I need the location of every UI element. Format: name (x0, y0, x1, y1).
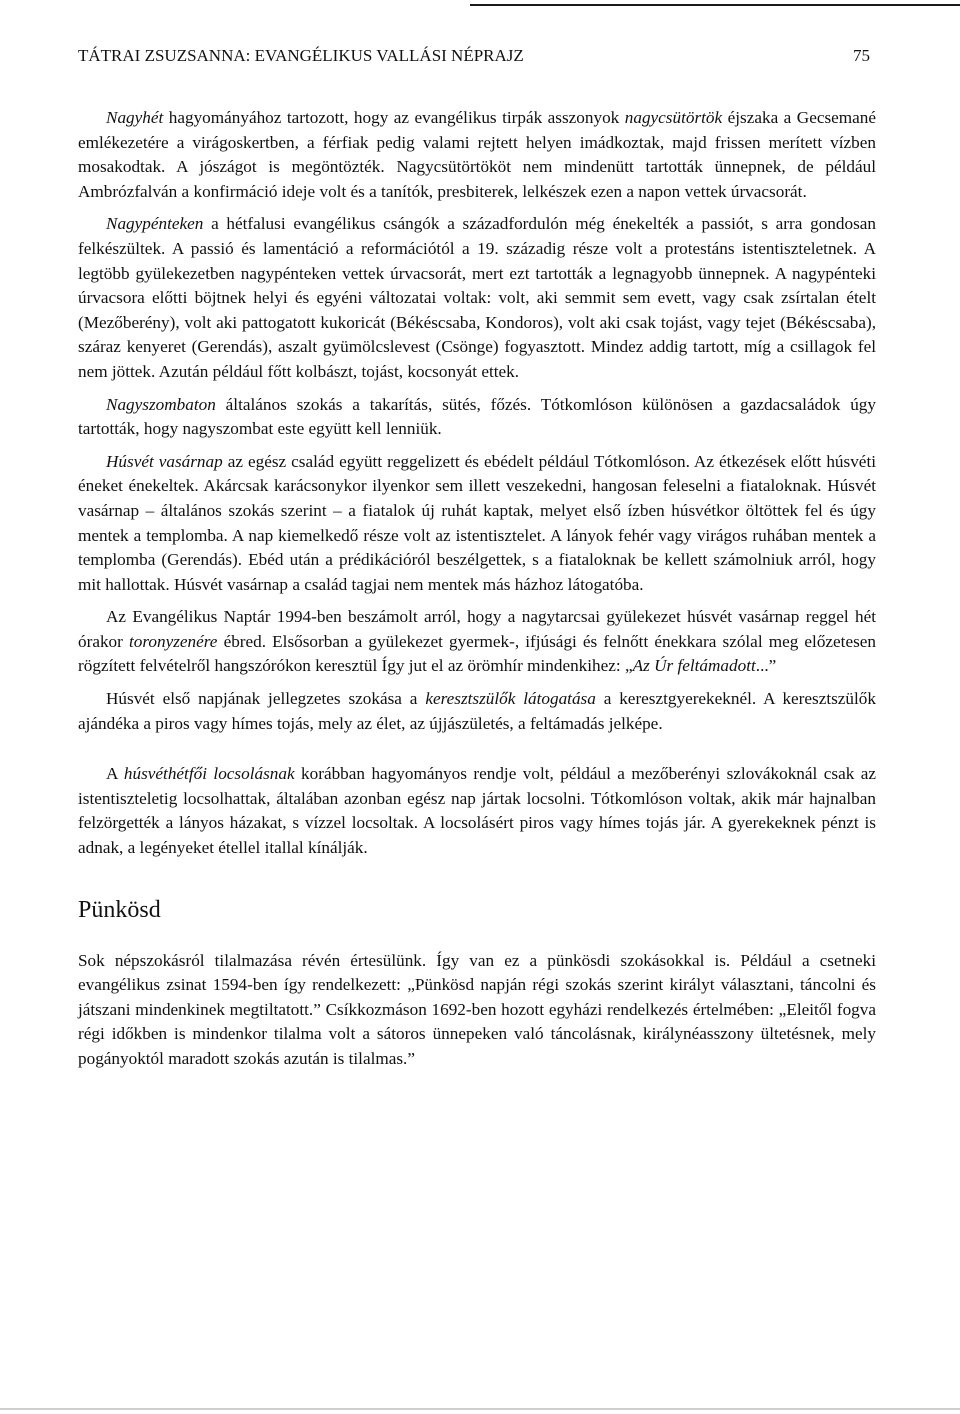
paragraph-text: hagyományához tartozott, hogy az evangélikus tirpák asszonyok (163, 108, 625, 127)
emphasis: húsvéthétfői locsolásnak (123, 764, 295, 784)
paragraph-text: ébred. Elsősorban a gyülekezet gyermek-, ifjúsági és felnőtt énekkara szólal meg előzetesen rögzített felvételről hangszórókon keresztül Így jut el az örömhír mindenkihez: „ (78, 631, 876, 676)
emphasis: Az Úr feltámadott (632, 656, 756, 676)
emphasis: Húsvét vasárnap (106, 451, 223, 471)
paragraph-text: Sok népszokásról tilalmazása révén értesülünk. Így van ez a pünkösdi szokásokkal is. Például a csetneki evangélikus zsinat 1594-ben így rendelkezett: „Pünkösd napján régi szokás szerint királyt választani, táncolni és játszani mindenkinek megtiltatott.” Csíkkozmáson 1692-ben hozott egyházi rendelkezés értelmében: „Eleitől fogva régi időkben is mindenkor tilalma volt a sátoros ünnepeken való táncolásnak, királynéasszony ültetésnek, mely pogányoktól maradott szokás azután is tilalmas.” (78, 950, 876, 1068)
page-number: 75 (853, 46, 870, 65)
emphasis: toronyzenére (128, 631, 218, 651)
paragraph-keresztszulok (78, 687, 876, 736)
emphasis: keresztszülők látogatása (425, 689, 596, 709)
emphasis: Nagyszombaton (106, 394, 216, 414)
paragraph-text: éjszaka a Gecsemané emlékezetére a virágoskertben, a férfiak pedig valami rejtett helyen imádkoztak, majd frissen merített vízben mosakodtak. A jószágot is megöntözték. Nagycsütörtököt nem mindenütt tartották ünnepnek, de például Ambrózfalván a konfirmáció ideje volt és a tanítók, presbiterek, lelkészek ezen a napon vettek úrvacsorát. (78, 108, 876, 201)
paragraph-punkosd (78, 949, 876, 1072)
top-rule (470, 4, 960, 6)
paragraph-nagypentek (78, 212, 876, 384)
paragraph-nagyszombat (78, 393, 876, 442)
emphasis: Nagyhét (106, 108, 164, 127)
paragraph-text: Húsvét első napjának jellegzetes szokása a (106, 689, 426, 709)
bottom-rule (0, 1408, 960, 1410)
paragraph-text: általános szokás a takarítás, sütés, főzés. Tótkomlóson különösen a gazdacsaládok úgy tartották, hogy nagyszombat este együtt kell lenniük. (78, 394, 876, 439)
paragraph-text: az egész család együtt reggelizett és ebédelt például Tótkomlóson. Az étkezések előtt húsvéti éneket énekeltek. Akárcsak karácsonykor ilyenkor sem illett veszekedni, hangosan feleselni a fiataloknak. Húsvét vasárnap – általános szokás szerint – a fiatalok új ruhát kaptak, melyet első ízben húsvétkor öltöttek fel és úgy mentek a templomba. A nap kiemelkedő része volt az istentisztelet. A lányok fehér vagy virágos ruhában mentek a templomba (Gerendás). Ebéd után a prédikációról beszélgettek, s a fiataloknak be kellett számolniuk arról, hogy mit hallottak. Húsvét vasárnap a család tagjai nem mentek más házhoz látogatóba. (78, 451, 876, 594)
section-heading-punkosd: Pünkösd (78, 896, 161, 923)
paragraph-text: Az Evangélikus Naptár 1994-ben beszámolt arról, hogy a nagytarcsai gyülekezet húsvét vasárnap reggel hét órakor (78, 607, 876, 651)
running-head: TÁTRAI ZSUZSANNA: EVANGÉLIKUS VALLÁSI NÉPRAJZ (78, 46, 524, 65)
page-body (78, 106, 876, 1080)
emphasis: nagycsütörtök (624, 108, 723, 127)
paragraph-nagyhet (78, 106, 876, 204)
paragraph-evangelikus-naptar (78, 605, 876, 679)
paragraph-text: korábban hagyományos rendje volt, például a mezőberényi szlovákoknál csak az istentiszteletig locsolhattak, általában azonban egész nap jártak locsolni. Tótkomlóson voltak, akik már hajnalban felzörgették a lányos házakat, s vízzel locsoltak. A locsolásért piros vagy hímes tojás jár. A gyerekeknek pénzt is adnak, a legényeket étellel itallal kínálják. (78, 764, 876, 858)
paragraph-text: ...” (755, 656, 777, 676)
emphasis: Nagypénteken (106, 214, 204, 234)
paragraph-text: a hétfalusi evangélikus csángók a századfordulón még énekelték a passiót, s arra gondosan felkészültek. A passió és lamentáció a reformációtól a 19. századig része volt a protestáns istentiszteletnek. A legtöbb gyülekezetben nagypénteken vettek úrvacsorát, mert ezt tartották a legnagyobb ünnepnek. A nagypénteki úrvacsora előtti böjtnek helyi és egyéni változatai voltak: volt, aki semmit sem evett, vagy csak zsírtalan ételt (Mezőberény), volt aki pattogatott kukoricát (Békéscsaba, Kondoros), volt aki csak tojást, vagy tejet (Békéscsaba), száraz kenyeret (Gerendás), aszalt gyümölcslevest (Csönge) fogyasztott. Mindez addig tartott, míg a csillagok fel nem jöttek. Azután például főtt kolbászt, tojást, kocsonyát ettek. (78, 214, 876, 381)
paragraph-text: a keresztgyerekeknél. A keresztszülők ajándéka a piros vagy hímes tojás, mely az élet, az újjászületés, a feltámadás jelképe. (78, 689, 876, 733)
paragraph-text: A (106, 764, 124, 784)
paragraph-locsolas (78, 762, 876, 860)
paragraph-husvet-vasarnap (78, 450, 876, 598)
